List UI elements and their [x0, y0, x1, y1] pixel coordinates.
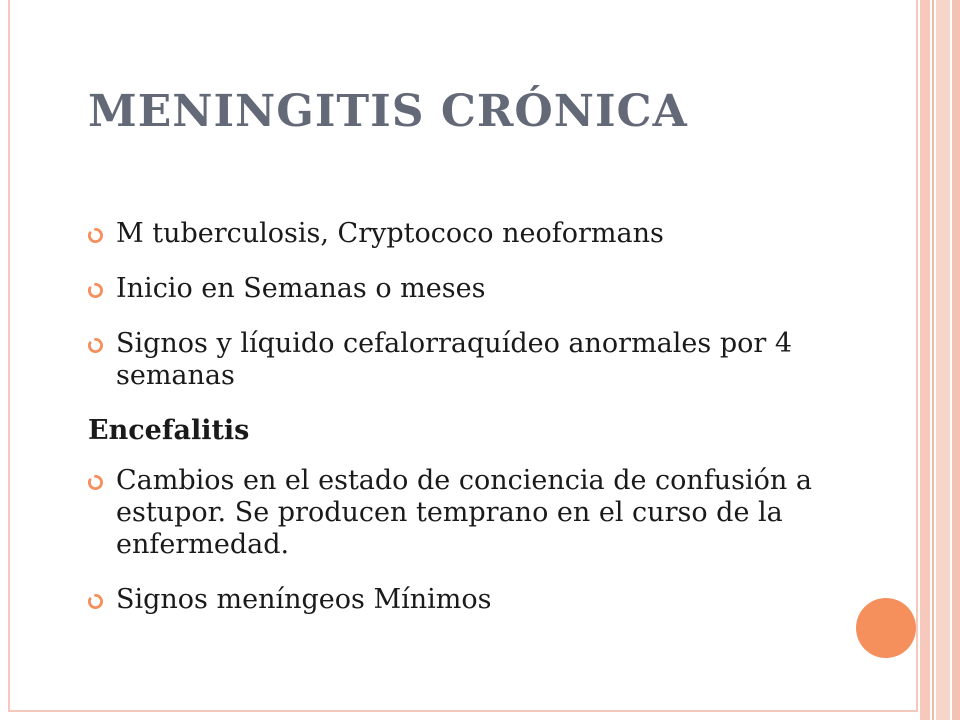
ring-bullet-icon: [88, 228, 103, 243]
bullet-item: [88, 584, 898, 616]
bullet-item: [88, 465, 898, 561]
bullet-item: [88, 328, 898, 392]
decorative-stripe: [932, 0, 934, 720]
slide-title: MENINGITIS CRÓNICA: [88, 86, 688, 137]
section-heading: Encefalitis: [88, 415, 250, 446]
bullet-text: Signos y líquido cefalorraquídeo anormales por 4 semanas: [116, 328, 793, 391]
ring-bullet-icon: [88, 283, 103, 298]
bullet-text: Signos meníngeos Mínimos: [116, 584, 492, 615]
bullet-text: Inicio en Semanas o meses: [116, 273, 486, 304]
ring-bullet-icon: [88, 338, 103, 353]
decorative-stripe: [952, 0, 960, 720]
bullet-text: M tuberculosis, Cryptococo neoformans: [116, 218, 664, 249]
bullet-text: Cambios en el estado de conciencia de confusión a estupor. Se producen temprano en el curso de la enfermedad.: [116, 465, 813, 560]
decorative-stripe: [936, 0, 950, 720]
ring-bullet-icon: [88, 594, 103, 609]
slide-body: [88, 218, 898, 639]
bullet-item: [88, 273, 898, 305]
ring-bullet-icon: [88, 475, 103, 490]
bullet-item: [88, 218, 898, 250]
decorative-stripe: [920, 0, 930, 720]
